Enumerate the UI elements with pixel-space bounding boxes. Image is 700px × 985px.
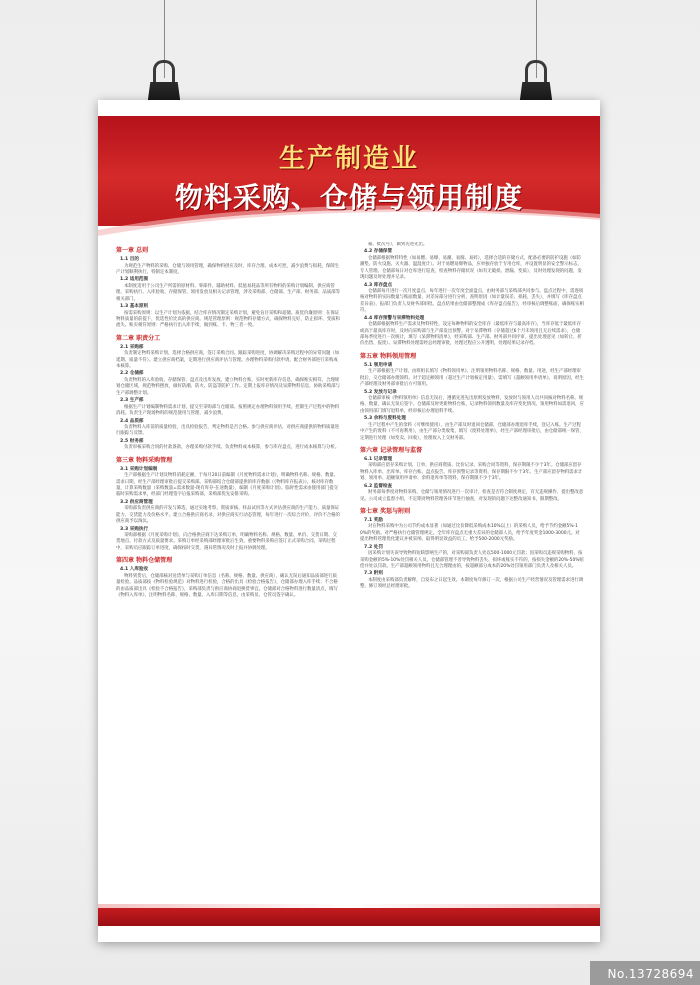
- poster: [98, 100, 600, 942]
- subsection-heading: 3.3 采购执行: [120, 526, 149, 532]
- paragraph: 对在物料采购中为公司节约成本显著（如通过比价降低采购成本10%以上）的采购人员，给予节约金额5%-10%的奖励。对严格执行仓储管理规定，全年库存盘点无重大差异的仓储部人员，给予年度奖金1000-3000元。对提出物料管理优化建议并被采纳、取得明显效益的员工，给予500-2000元奖励。: [360, 524, 580, 543]
- paragraph: 按需采购原则：以生产计划为依据，结合库存情况制定采购计划，避免盲目采购和超储。质优价廉原则：在保证物料质量的前提下，优选性价比高的供应商。规范管理原则：规范物料存储方式，确保物料完好，防止损坏、变质和流失。账实相符原则：严格执行出入库手续，做到账、卡、物三者一致。: [116, 310, 340, 329]
- poster-body: [116, 242, 582, 892]
- poster-title-line2: 物料采购、仓储与领用制度: [174, 181, 523, 214]
- paragraph: 负责物料入库前的质量检验，出具检验报告，判定物料是否合格。参与供应商评估，对供应商提供的物料质量进行跟踪与反馈。: [116, 425, 340, 437]
- paragraph: 负责物料的入库验收、存储保管、盘点及出库发放。建立物料台账，实时更新库存信息，确保账实相符。合理规划仓储区域，规范物料摆放，做好防潮、防火、防盗等防护工作。定期上报库存情况及呆滞物料信息，协助采购部与生产部调整计划。: [116, 377, 340, 396]
- paragraph: 为规范生产物料的采购、仓储与领用管理，确保物料供应及时、库存合理、成本可控，减少浪费与损耗，保障生产计划顺利执行，特制定本制度。: [116, 263, 340, 275]
- paragraph: 仓储部每月进行一次月度盘点，每年进行一次年度全面盘点，由财务部与采购部共同参与。盘点过程中，需逐项核对物料的实际数量与账面数量，对差异部分进行分析，查明原因（如计量误差、损耗、丢失），并填写《库存盘点差异表》，报部门负责人及财务部审批。盘点结果由仓储部整理成《库存盘点报告》，经审核后调整账面，确保账实相符。: [360, 289, 584, 314]
- subsection-heading: 3.2 供应商管理: [120, 499, 153, 505]
- section-heading: 第六章 记录管理与监督: [360, 446, 423, 454]
- subsection-heading: 7.2 处罚: [364, 544, 383, 550]
- paragraph: 负责审核采购合同的付款条款，办理采购付款手续。负责物料成本核算，参与库存盘点，进行成本核算与分析。: [124, 445, 340, 451]
- subsection-heading: 7.3 附则: [364, 571, 383, 577]
- subsection-heading: 2.4 品质部: [120, 418, 144, 424]
- subsection-heading: 3.1 采购计划编制: [120, 466, 158, 472]
- footer-bar: [98, 908, 600, 926]
- subsection-heading: 2.3 生产部: [120, 398, 144, 404]
- subsection-heading: 4.4 库存预警与呆滞物料处理: [364, 315, 425, 321]
- section-heading: 第一章 总则: [116, 247, 149, 254]
- paragraph: 采购部负责供应商的开发与筛选，通过实地考察、资质审核、样品试用等方式评估供应商的生产能力、质量保证能力、交货能力及价格水平。建立合格供应商名录，对供应商实行动态管理，每年进行一次综合评价，评价不合格的供应商予以淘汰。: [116, 506, 340, 525]
- paragraph: 箱、批次号），做到先进先出。: [368, 242, 428, 247]
- paragraph: 财务部每季度对物料采购、仓储与领用情况进行一次审计，检查是否符合制度规定，有无违规操作，提出整改意见。公司成立监督小组，不定期对物料管理各环节进行抽查，对发现的问题下达整改通知书，限期整改。: [360, 490, 584, 502]
- subsection-heading: 6.1 记录管理: [364, 456, 393, 462]
- poster-title-line1: 生产制造业: [278, 144, 419, 174]
- paragraph: 生产过程中产生的余料（可继续使用），由生产部及时退回仓储部，仓储部办理退库手续，登记入账。生产过程中产生的废料（不可再利用），由生产部分类收集，填写《废料处理单》，经生产部经理审批后，由仓储部统一保管，定期进行处理（如变卖、回收），处理收入上交财务部。: [360, 422, 584, 441]
- section-heading: 第五章 物料领用管理: [360, 352, 417, 360]
- subsection-heading: 4.2 存储保管: [364, 249, 393, 255]
- paragraph: 采购部根据《月度采购计划》，向合格供应商下达采购订单，明确物料名称、规格、数量、单价、交货日期、交货地点、付款方式及质量要求。采购订单经采购部经理审批后生效，重要物料采购应签订正式采购合同。采购过程中，采购员应跟踪订单进度，确保按时交货，遇异常情况及时上报并协调处理。: [116, 533, 337, 551]
- watermark-id: No.13728694: [607, 967, 694, 981]
- paragraph: 负责制定物料采购计划，选择合格供应商，签订采购合同。跟踪采购进度，协调解决采购过程中的异常问题（如延期、质量不符）。建立供应商档案，定期进行供应商评估与管理。办理物料采购付款申请，配合财务部进行采购成本核算。: [116, 351, 340, 370]
- right-column: [360, 242, 584, 892]
- subsection-heading: 7.1 奖励: [364, 517, 383, 523]
- subsection-heading: 4.3 库存盘点: [364, 282, 393, 288]
- paragraph: 仓储部审核《物料领用单》信息无误后，遵循先进先出原则发放物料，发放时与领用人员共同核对物料名称、规格、数量，确认无误后签字。仓储部及时更新物料台账，记录物料领用数量及库存变化情况。领用物料如需退回，应由领用部门填写退料单，经审核后办理退料手续。: [360, 396, 584, 414]
- paragraph: 根据生产计划编制物料需求计划，提交至采购部与仓储部。按照规定办理物料领用手续，控制生产过程中的物料消耗。负责生产现场物料的规范使用与管理，减少浪费。: [116, 404, 340, 417]
- paragraph: 因采购计划失误导致物料短缺影响生产的，对采购部负责人处以500-1000元罚款；因采购员违规采购物料，按采购金额的5%-10%处罚相关人员。仓储部管理不善导致物料丢失、损坏或账实不符的，按损失金额的20%-50%赔偿并处以罚款。生产部超额领用物料且无合理理由的，按超额部分成本的20%处罚领用部门负责人及相关人员。: [360, 551, 584, 569]
- poster-header: [98, 116, 600, 226]
- paragraph: 物料到货后，仓储部核对送货单与采购订单信息（名称、规格、数量、供应商），确认无误后通知品质部进行质量检验。品质部按《物料检验规范》对物料进行检验，合格的出具《检验合格报告》，仓储部办理入库手续；不合格的由品质部出具《检验不合格报告》，采购部负责与供应商协商退换货事宜。仓储部对合格物料进行数量清点，填写《物料入库单》，注明物料名称、规格、数量、入库日期等信息，由采购员、仓管员签字确认。: [116, 573, 338, 598]
- left-column: [116, 242, 340, 892]
- subsection-heading: 2.1 采购部: [120, 344, 144, 350]
- subsection-heading: 1.3 基本原则: [120, 304, 149, 310]
- subsection-heading: 5.3 余料与废料处理: [364, 416, 406, 422]
- paragraph: 采购部应留存采购计划、订单、供应商资质、比价记录、采购合同等资料，保存期限不少于3年。仓储部应留存物料入库单、出库单、库存台账、盘点报告、库存预警记录等资料，保存期限不少于3年。生产部应留存物料需求计划、领用单、超额领用申请单、余料退库单等资料，保存期限不少于3年。: [360, 463, 583, 482]
- paragraph: 生产部根据生产计划，由班组长填写《物料领用单》，注明领用物料名称、规格、数量、用途，经生产部经理审批后，交仓储部办理领料。对于超定额领用（超过生产计划核定用量），需填写《超额领用申请单》，说明原因，经生产部经理及财务部审批后方可领用。: [360, 369, 584, 388]
- paragraph: 生产部根据生产计划及物料消耗定额，于每月20日前编制《月度物料需求计划》，明确物料名称、规格、数量、需求日期，经生产部经理审批后提交采购部。采购部结合仓储部提供的库存数据（《物料库存报表》），核对库存数量，计算采购数量（采购数量=需求数量-现有库存-在途数量），编制《月度采购计划》。临时性需求由使用部门提交临时采购需求单，经部门经理签字后报采购部，采购部优先安排采购。: [116, 473, 339, 498]
- paragraph: 仓储部根据物料特性（如易燃、易爆、易潮、易腐、易碎），选择合适的存储方式，配备必要的防护设施（如防潮垫、防火设施、灭火器、温湿度计）。对于易燃易爆物品，应单独存放于专用仓库，并设置明显的安全警示标志，专人管理。仓储部每日对仓库进行巡查，检查物料存储状况（如有无破损、泄漏、变质），及时处理发现的问题，发现问题及时处理并记录。: [360, 255, 582, 281]
- subsection-heading: 2.5 财务部: [120, 438, 144, 444]
- subsection-heading: 6.2 监督检查: [364, 483, 393, 489]
- subsection-heading: 2.2 仓储部: [120, 371, 144, 377]
- paragraph: 本制度由采购部负责解释，自发布之日起生效。本制度每年修订一次，根据公司生产经营情况及管理需求进行调整，修订须经总经理审批。: [360, 577, 584, 590]
- section-heading: 第三章 物料采购管理: [116, 456, 173, 464]
- section-heading: 第二章 职责分工: [116, 334, 161, 342]
- paragraph: 仓储部根据物料生产需求及物料特性，设定每种物料的安全库存（最低库存与最高库存），当库存低于最低库存或高于最高库存时，及时向采购部与生产部发出预警。对于呆滞物料（存储超过6个月未领用且无后续需求），仓储部每季度进行一次统计，填写《呆滞物料清单》，经采购部、生产部、财务部共同评审，提出处理意见（如转让、折价出售、报废）。呆滞物料处理需经总经理审批，处理过程应公开透明，处理结果记录存档。: [360, 322, 582, 347]
- subsection-heading: 1.2 适用范围: [120, 277, 149, 283]
- subsection-heading: 5.1 领用申请: [364, 362, 393, 368]
- subsection-heading: 1.1 目的: [120, 257, 139, 262]
- subsection-heading: 5.2 发放与记录: [364, 389, 397, 395]
- paragraph: 本制度适用于公司生产所需的原材料、零部件、辅助材料、低值易耗品等所有物料的采购计划编制、供应商管理、采购执行、入库验收、存储保管、领用发放及相关记录管理，涉及采购部、仓储部、生产部、财务部、品质部等相关部门。: [116, 283, 340, 302]
- section-heading: 第四章 物料仓储管理: [116, 557, 173, 565]
- section-heading: 第七章 奖惩与附则: [360, 507, 411, 515]
- subsection-heading: 4.1 入库验收: [120, 567, 149, 573]
